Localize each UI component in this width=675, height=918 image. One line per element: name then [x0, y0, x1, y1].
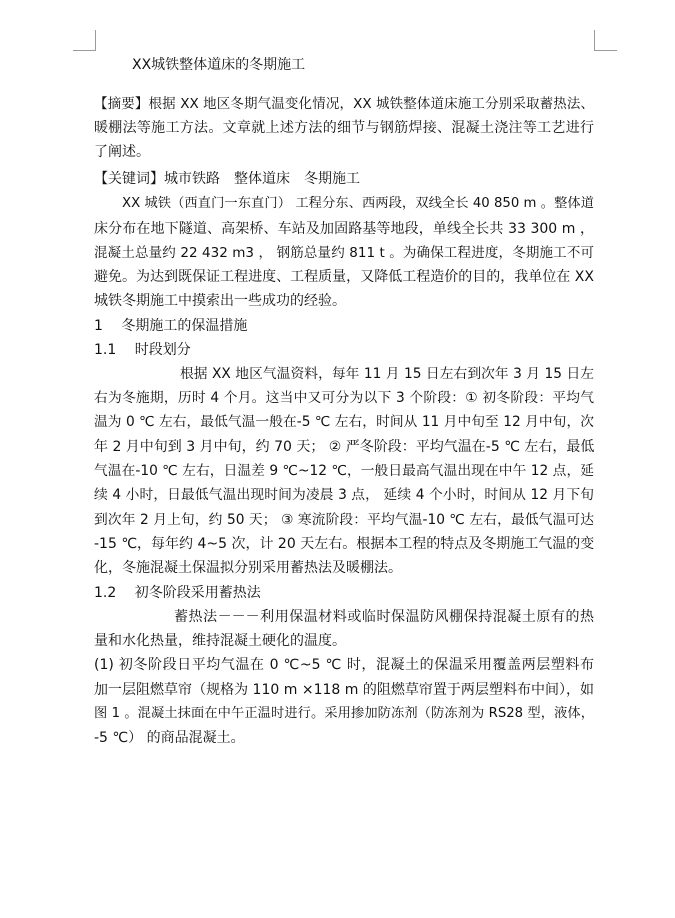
period-line-6: 续 4 小时，日最低气温出现时间为凌晨 3 点， 延续 4 个小时，时间从 12 月下旬	[94, 487, 594, 503]
document-title: XX城铁整体道床的冬期施工	[132, 57, 306, 73]
period-line-9: 化，冬施混凝土保温拟分别采用蓄热法及暖棚法。	[94, 560, 402, 576]
period-line-7: 到次年 2 月上旬，约 50 天； ③ 寒流阶段：平均气温-10 ℃ 左右，最低气温可达	[94, 512, 594, 528]
period-line-3: 温为 0 ℃ 左右，最低气温一般在-5 ℃ 左右，时间从 11 月中旬至 12 月中旬，次	[94, 414, 594, 430]
abstract-line-2: 暖棚法等施工方法。文章就上述方法的细节与钢筋焊接、混凝土浇注等工艺进行	[94, 120, 594, 136]
intro-line-1: XX 城铁（西直门一东直门） 工程分东、西两段，双线全长 40 850 m 。整体道	[122, 196, 594, 211]
period-line-2: 右为冬施期，历时 4 个月。这当中又可分为以下 3 个阶段：① 初冬阶段：平均气	[94, 390, 594, 406]
item-1-line-3: 图 1 。混凝土抹面在中午正温时进行。采用掺加防冻剂（防冻剂为 RS28 型，液体，	[94, 706, 594, 721]
intro-line-5: 城铁冬期施工中摸索出一些成功的经验。	[94, 293, 346, 309]
heat-line-2: 量和水化热量，维持混凝土硬化的温度。	[94, 633, 346, 649]
period-line-1: 根据 XX 地区气温资料，每年 11 月 15 日左右到次年 3 月 15 日左	[180, 366, 594, 382]
item-1-line-4: -5 ℃） 的商品混凝土。	[94, 730, 245, 746]
period-line-5: 气温在-10 ℃ 左右，日温差 9 ℃~12 ℃，一般日最高气温出现在中午 12 点，延	[94, 463, 594, 479]
section-1-heading: 1 冬期施工的保温措施	[94, 318, 248, 334]
section-1-1-heading: 1.1 时段划分	[94, 342, 191, 358]
heat-line-1: 蓄热法－－－利用保温材料或临时保温防风棚保持混凝土原有的热	[174, 609, 594, 625]
crop-mark-top-right	[594, 30, 617, 51]
intro-line-2: 床分布在地下隧道、高架桥、车站及加固路基等地段，单线全长共 33 300 m ，	[94, 221, 594, 237]
item-1-line-1: (1) 初冬阶段日平均气温在 0 ℃~5 ℃ 时，混凝土的保温采用覆盖两层塑料布	[94, 657, 594, 673]
intro-line-4: 避免。为达到既保证工程进度、工程质量，又降低工程造价的目的，我单位在 XX	[94, 269, 594, 285]
crop-mark-top-left	[73, 30, 96, 51]
intro-line-3: 混凝土总量约 22 432 m3 ， 钢筋总量约 811 t 。为确保工程进度，冬期施工不可	[94, 245, 594, 261]
keywords-line: 【关键词】城市铁路 整体道床 冬期施工	[94, 171, 360, 187]
abstract-line-1: 【摘要】根据 XX 地区冬期气温变化情况，XX 城铁整体道床施工分别采取蓄热法、	[94, 96, 594, 112]
section-1-2-heading: 1.2 初冬阶段采用蓄热法	[94, 585, 261, 601]
period-line-4: 年 2 月中旬到 3 月中旬，约 70 天； ② 严冬阶段：平均气温在-5 ℃ 左右，最低	[94, 439, 594, 455]
abstract-line-3: 了阐述。	[94, 144, 150, 160]
period-line-8: -15 ℃，每年约 4~5 次，计 20 天左右。根据本工程的特点及冬期施工气温的变	[94, 536, 594, 552]
item-1-line-2: 加一层阻燃草帘（规格为 110 m ×118 m 的阻燃草帘置于两层塑料布中间），如	[94, 682, 594, 698]
